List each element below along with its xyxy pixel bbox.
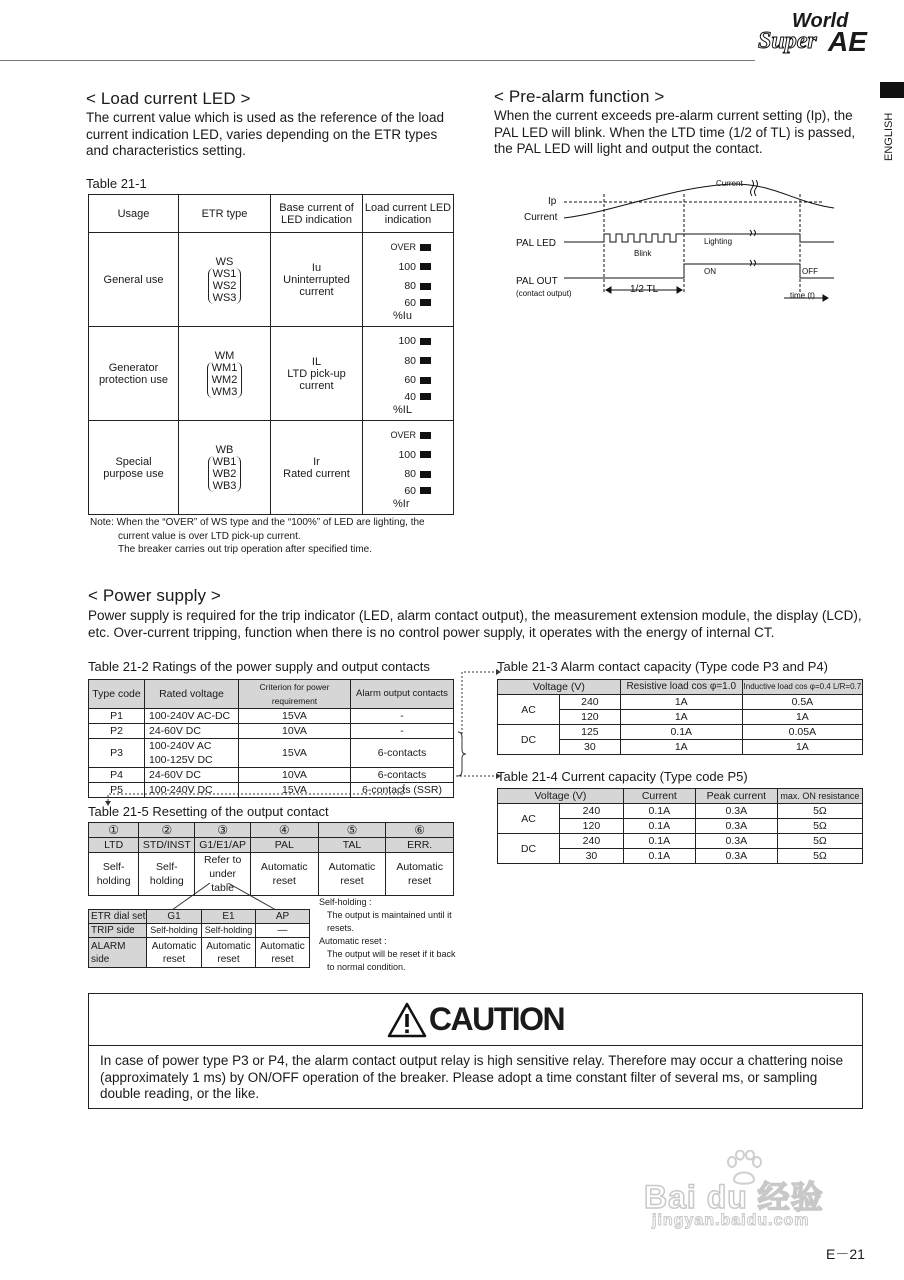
table-row: P1 100-240V AC-DC 15VA - (89, 709, 454, 724)
table-row: 120 1A 1A (498, 710, 863, 725)
diagram-label-current-top: Current (716, 179, 743, 188)
caution-text: In case of power type P3 or P4, the alarm contact output relay is high sensitive relay. Therefore may occur a chattering noise (approximately 1 ms) by ON/OFF operation of the breaker. Please adopt a time constant filter of several ms, or sampling double reading, or the like. (100, 1053, 844, 1101)
th-usage: Usage (89, 195, 179, 233)
table-21-3: Voltage (V) Resistive load cos φ=1.0 Inductive load cos φ=0.4 L/R=0.7 AC 240 1A 0.5A 120 1A 1A DC 125 0.1A 0.05A 30 1A 1A (497, 679, 863, 755)
diagram-label-on: ON (704, 267, 716, 276)
table-row: AC 240 0.1A 0.3A 5Ω (498, 804, 863, 819)
pre-alarm-timing-diagram (494, 172, 868, 312)
table-21-1 (88, 194, 454, 515)
caution-box (88, 993, 863, 1109)
diagram-label-contact: (contact output) (516, 289, 572, 298)
table-21-1-note: Note: When the “OVER” of WS type and the “100%” of LED are lighting, the current value is over LTD pick-up current. The breaker carries out trip operation after specified time. (90, 517, 425, 555)
table-row: 30 1A 1A (498, 740, 863, 755)
table-21-4: Voltage (V) Current Peak current max. ON resistance AC 240 0.1A 0.3A 5Ω 120 0.1A 0.3A 5Ω DC 240 0.1A 0.3A 5Ω 30 0.1A 0.3A 5Ω (497, 788, 863, 864)
warning-icon (387, 1002, 427, 1038)
logo-super: Super (758, 28, 817, 54)
led-indicator-icon (420, 393, 431, 400)
table-row: P2 24-60V DC 10VA - (89, 724, 454, 739)
diagram-label-pal-out: PAL OUT (516, 276, 558, 287)
table-connector-lines (400, 660, 504, 810)
th-etr: ETR type (179, 195, 271, 233)
th-load: Load current LED indication (363, 195, 454, 233)
table-21-3-caption: Table 21-3 Alarm contact capacity (Type code P3 and P4) (497, 659, 828, 674)
diagram-label-blink: Blink (634, 249, 652, 258)
led-indicator-icon (420, 432, 431, 439)
caution-title: CAUTION (428, 1001, 565, 1037)
led-indicator-icon (420, 244, 431, 251)
led-indicator-icon (420, 299, 431, 306)
load-led-title: < Load current LED > (86, 89, 251, 108)
table-row: Self-holding Self-holding Refer to under table Automatic reset Automatic reset Automatic reset (89, 853, 454, 896)
baidu-watermark (640, 1150, 860, 1230)
table-row: AC 240 1A 0.5A (498, 695, 863, 710)
table-row: Generator protection use WM WM1 WM2 WM3 IL LTD pick-up current 100 80 60 40 %IL (89, 327, 454, 421)
table-row: General use WS WS1 WS2 WS3 Iu Uninterrupted current OVER 100 80 60 %Iu (89, 233, 454, 327)
pre-alarm-text: When the current exceeds pre-alarm current setting (Ip), the PAL LED will blink. When the LTD time (1/2 of TL) is passed, the PAL LED will light and output the contact. (494, 108, 856, 156)
led-indicator-icon (420, 357, 431, 364)
diagram-label-pal-led: PAL LED (516, 238, 557, 249)
power-title: < Power supply > (88, 586, 221, 605)
table-row: DC 240 0.1A 0.3A 5Ω (498, 834, 863, 849)
table-row: DC 125 0.1A 0.05A (498, 725, 863, 740)
diagram-label-current: Current (524, 212, 558, 223)
diagram-label-lighting: Lighting (704, 237, 733, 246)
logo-world: World (792, 10, 849, 32)
table-row: Special purpose use WB WB1 WB2 WB3 Ir Rated current OVER 100 80 60 %Ir (89, 421, 454, 515)
pre-alarm-title: < Pre-alarm function > (494, 87, 665, 106)
side-tab-label: ENGLISH (883, 112, 895, 161)
led-indicator-icon (420, 338, 431, 345)
led-indicator-icon (420, 471, 431, 478)
diagram-label-off: OFF (802, 267, 818, 276)
table-row: 100-125V DC (89, 753, 454, 768)
led-indicator-icon (420, 487, 431, 494)
table-row: 30 0.1A 0.3A 5Ω (498, 849, 863, 864)
table-row: ALARM side Automatic reset Automatic reset Automatic reset (89, 938, 310, 968)
logo (756, 10, 891, 58)
led-indicator-icon (420, 451, 431, 458)
logo-ae: AE (828, 26, 867, 57)
sub-table-pointer (170, 883, 280, 911)
table-row: P3 100-240V AC 15VA 6-contacts (89, 739, 454, 754)
th-base: Base current of LED indication (271, 195, 363, 233)
page-number: E－21 (826, 1246, 865, 1262)
led-indicator-icon (420, 377, 431, 384)
table-21-2: Type code Rated voltage Criterion for power requirement Alarm output contacts P1 100-240V AC-DC 15VA - P2 24-60V DC 10VA - P3 100-240V AC 15VA 6-contacts 100-125V DC P4 24-60V DC 10VA 6-contacts P5 100-240V DC 15VA 6-contacts (SSR) (88, 679, 454, 798)
table-21-1-caption: Table 21-1 (86, 176, 147, 191)
diagram-label-ip: Ip (548, 196, 557, 207)
load-led-text: The current value which is used as the reference of the load current indication LED, varies depending on the ETR types and characteristics setting. (86, 110, 444, 158)
diagram-label-half-tl: 1/2 TL (630, 284, 659, 295)
table-row: P4 24-60V DC 10VA 6-contacts (89, 768, 454, 783)
table-21-2-caption: Table 21-2 Ratings of the power supply and output contacts (88, 659, 430, 674)
header-line (0, 60, 755, 61)
power-text: Power supply is required for the trip indicator (LED, alarm contact output), the measurement extension module, the display (LCD), etc. Over-current tripping, function when there is no control power supply, it operates with the energy of internal CT. (88, 608, 862, 640)
watermark-brand: Bai du 经验 (644, 1179, 824, 1215)
table-row: 120 0.1A 0.3A 5Ω (498, 819, 863, 834)
caution-header (89, 994, 862, 1046)
led-indicator-icon (420, 263, 431, 270)
table-21-5: ① ② ③ ④ ⑤ ⑥ LTD STD/INST G1/E1/AP PAL TAL ERR. Self-holding Self-holding Refer to under table Automatic reset Automatic reset Automatic reset (88, 822, 454, 896)
reset-legend: Self-holding : The output is maintained until it resets. Automatic reset : The output will be reset if it back to normal condition. (319, 897, 456, 972)
table-row: P5 100-240V DC 15VA 6-contacts (SSR) (89, 783, 454, 798)
etr-dial-table: ETR dial set G1 E1 AP TRIP side Self-holding Self-holding — ALARM side Automatic reset Automatic reset Automatic reset (88, 909, 310, 968)
watermark-url: jingyan.baidu.com (652, 1212, 810, 1229)
table-21-5-caption: Table 21-5 Resetting of the output contact (88, 804, 329, 819)
side-tab-bar (880, 82, 904, 98)
led-indicator-icon (420, 283, 431, 290)
diagram-label-time: time (t) (790, 291, 815, 300)
table-row: TRIP side Self-holding Self-holding — (89, 924, 310, 938)
table-21-4-caption: Table 21-4 Current capacity (Type code P5) (497, 769, 748, 784)
